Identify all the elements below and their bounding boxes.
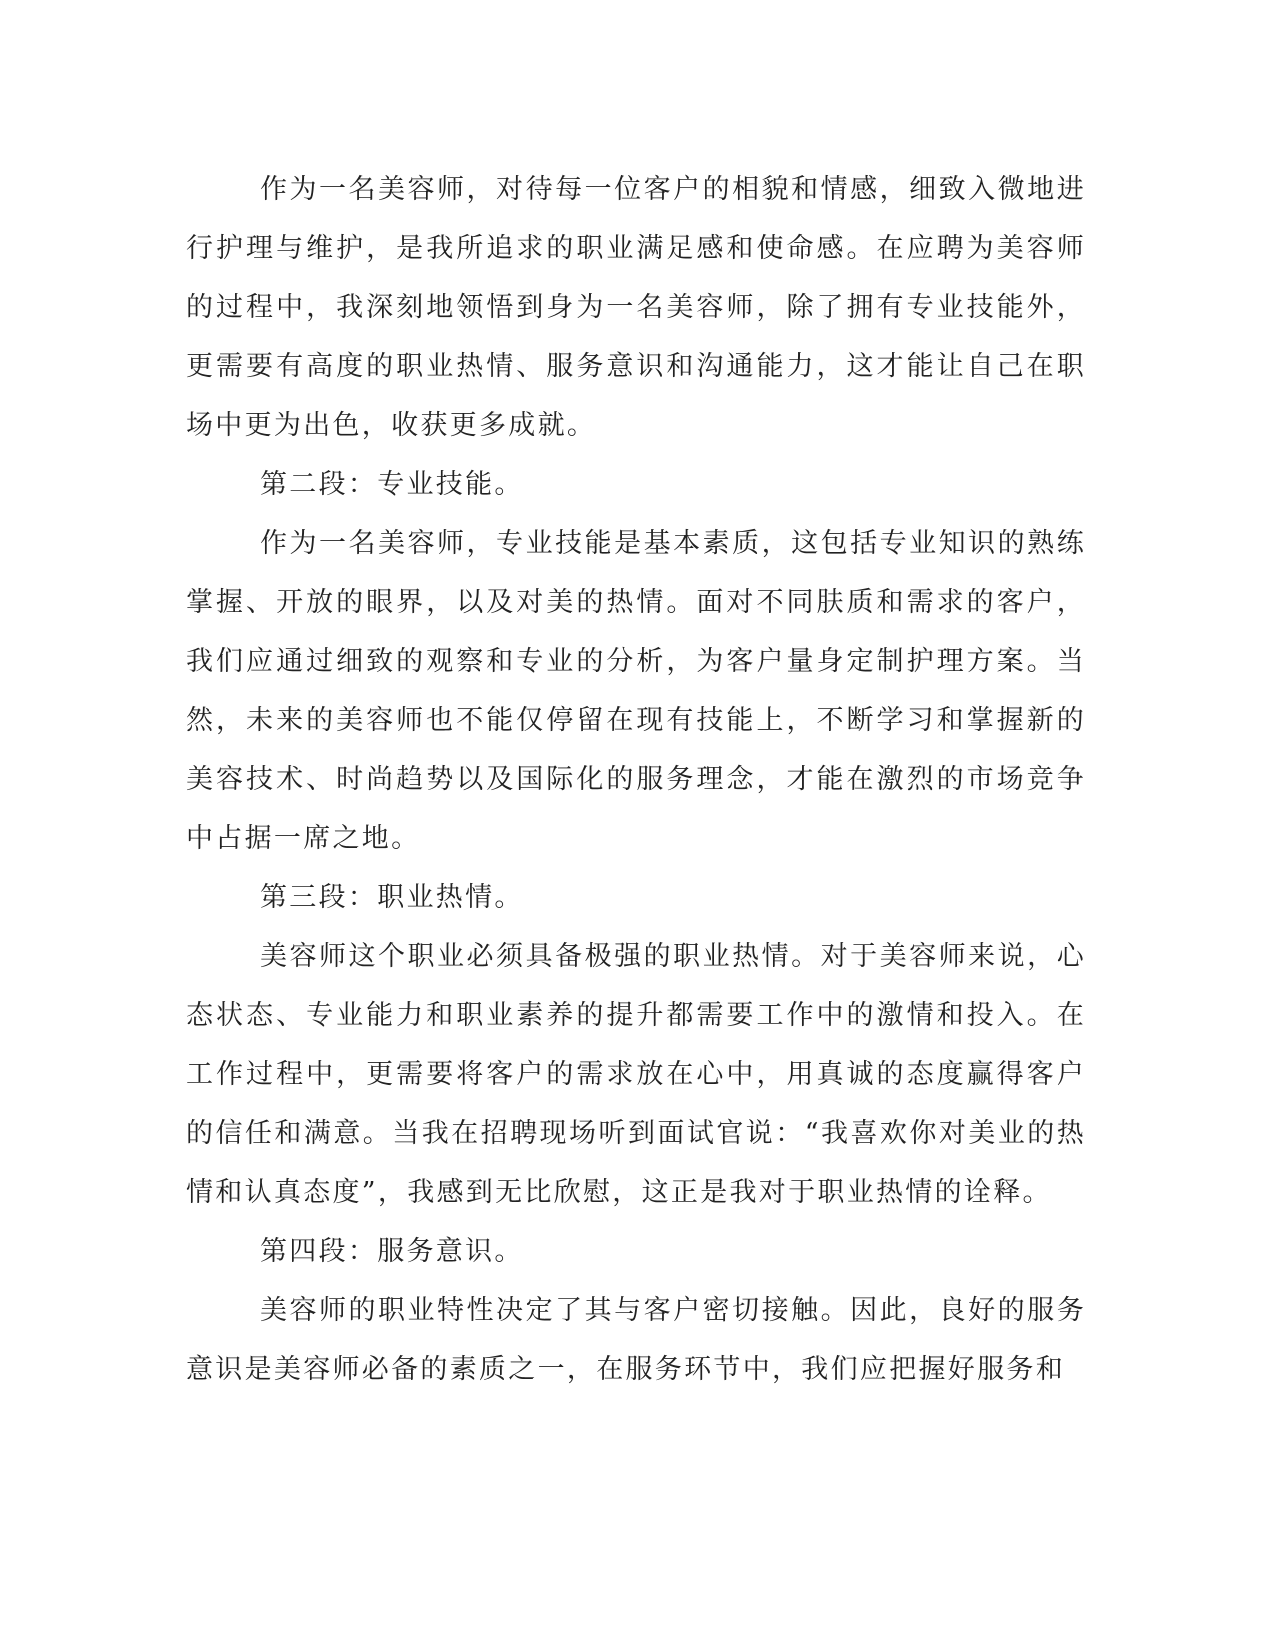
section-heading-professional-skills: 第二段：专业技能。	[260, 469, 524, 500]
section-heading-professional-passion: 第三段：职业热情。	[260, 882, 524, 913]
paragraph-professional-passion: 美容师这个职业必须具备极强的职业热情。对于美容师来说，心态状态、专业能力和职业素养的提升都需要工作中的激情和投入。在工作过程中，更需要将客户的需求放在心中，用真诚的态度赢得客户的信任和满意。当我在招聘现场听到面试官说：“我喜欢你对美业的热情和认真态度”，我感到无比欣慰，这正是我对于职业热情的诠释。	[186, 941, 1086, 1208]
paragraph-service-awareness: 美容师的职业特性决定了其与客户密切接触。因此，良好的服务意识是美容师必备的素质之一，在服务环节中，我们应把握好服务和	[186, 1295, 1086, 1385]
document-body	[186, 160, 1086, 1399]
paragraph-intro: 作为一名美容师，对待每一位客户的相貌和情感，细致入微地进行护理与维护，是我所追求的职业满足感和使命感。在应聘为美容师的过程中，我深刻地领悟到身为一名美容师，除了拥有专业技能外，更需要有高度的职业热情、服务意识和沟通能力，这才能让自己在职场中更为出色，收获更多成就。	[186, 174, 1086, 441]
section-heading-service-awareness: 第四段：服务意识。	[260, 1236, 524, 1267]
paragraph-professional-skills: 作为一名美容师，专业技能是基本素质，这包括专业知识的熟练掌握、开放的眼界，以及对美的热情。面对不同肤质和需求的客户，我们应通过细致的观察和专业的分析，为客户量身定制护理方案。当然，未来的美容师也不能仅停留在现有技能上，不断学习和掌握新的美容技术、时尚趋势以及国际化的服务理念，才能在激烈的市场竞争中占据一席之地。	[186, 528, 1086, 854]
